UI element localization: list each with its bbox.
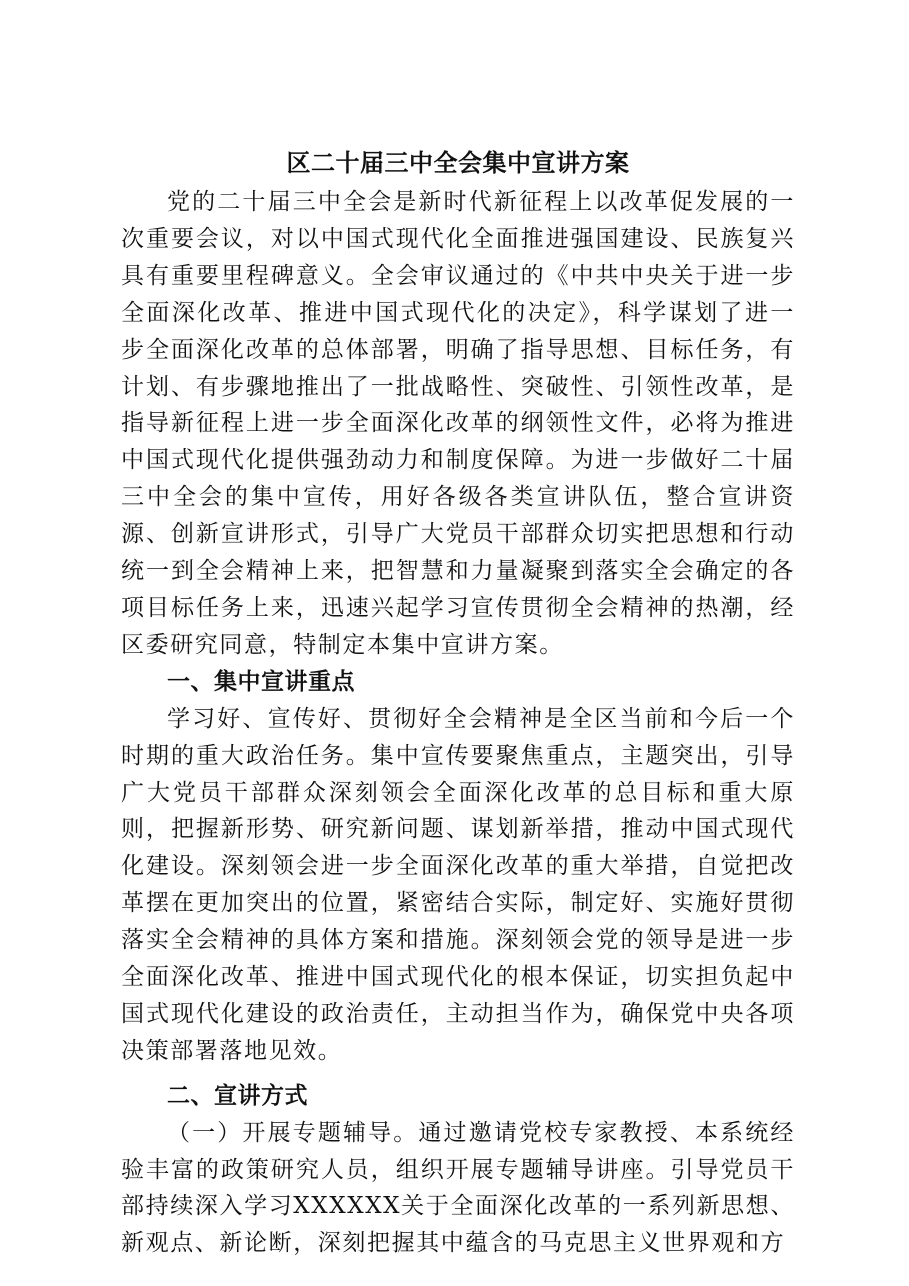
section-1-heading: 一、集中宣讲重点 [167,667,355,695]
section-1-paragraph: 学习好、宣传好、贯彻好全会精神是全区当前和今后一个时期的重大政治任务。集中宣传要聚焦重点，主题突出，引导广大党员干部群众深刻领会全面深化改革的总目标和重大原则，把握新形势、研究新问题、谋划新举措，推动中国式现代化建设。深刻领会进一步全面深化改革的重大举措，自觉把改革摆在更加突出的位置，紧密结合实际，制定好、实施好贯彻落实全会精神的具体方案和措施。深刻领会党的领导是进一步全面深化改革、推进中国式现代化的根本保证，切实担负起中国式现代化建设的政治责任，主动担当作为，确保党中央各项决策部署落地见效。 [121,705,795,1064]
document-title: 区二十届三中全会集中宣讲方案 [286,148,630,177]
section-2-heading: 二、宣讲方式 [167,1081,308,1109]
document-body [121,142,795,1262]
section-2-item-1-paragraph: （一）开展专题辅导。通过邀请党校专家教授、本系统经验丰富的政策研究人员，组织开展专题辅导讲座。引导党员干部持续深入学习XXXXXX关于全面深化改革的一系列新思想、新观点、新论断，深刻把握其中蕴含的马克思主义世界观和方 [121,1119,795,1257]
intro-paragraph: 党的二十届三中全会是新时代新征程上以改革促发展的一次重要会议，对以中国式现代化全面推进强国建设、民族复兴具有重要里程碑意义。全会审议通过的《中共中央关于进一步全面深化改革、推进中国式现代化的决定》，科学谋划了进一步全面深化改革的总体部署，明确了指导思想、目标任务，有计划、有步骤地推出了一批战略性、突破性、引领性改革，是指导新征程上进一步全面深化改革的纲领性文件，必将为推进中国式现代化提供强劲动力和制度保障。为进一步做好二十届三中全会的集中宣传，用好各级各类宣讲队伍，整合宣讲资源、创新宣讲形式，引导广大党员干部群众切实把思想和行动统一到全会精神上来，把智慧和力量凝聚到落实全会确定的各项目标任务上来，迅速兴起学习宣传贯彻全会精神的热潮，经区委研究同意，特制定本集中宣讲方案。 [121,189,795,658]
